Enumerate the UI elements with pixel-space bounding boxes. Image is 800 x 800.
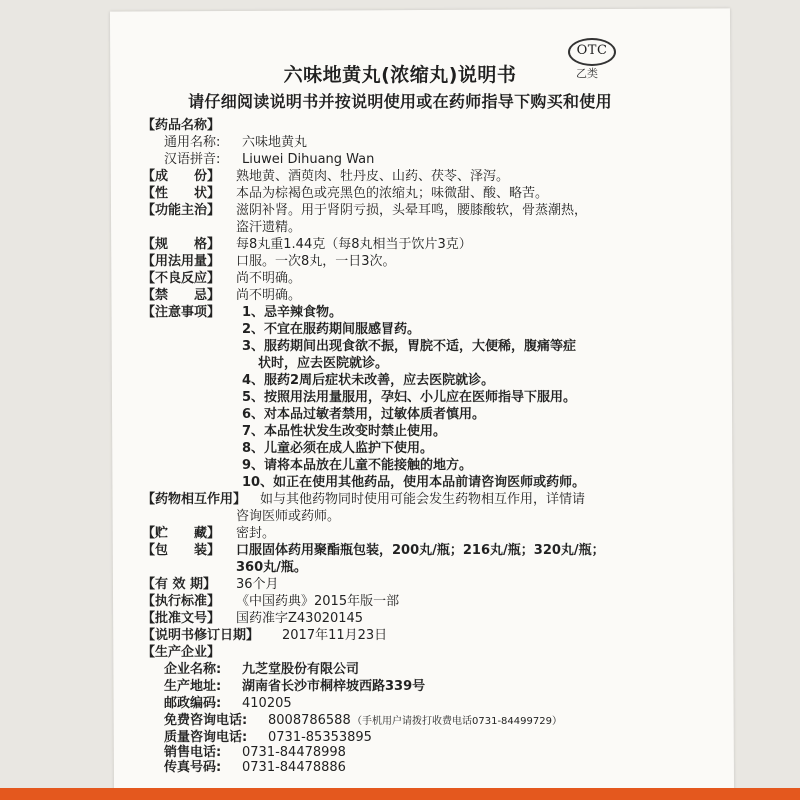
postcode-value: 410205 [242, 696, 292, 711]
precaution-item: 10、如正在使用其他药品，使用本品前请咨询医师或药师。 [242, 475, 586, 490]
company-label: 企业名称: [164, 662, 222, 677]
document-title: 六味地黄丸(浓缩丸)说明书 [283, 64, 517, 86]
revision-value: 2017年11月23日 [282, 628, 388, 643]
hotline-value: 8008786588 [268, 713, 351, 728]
adverse-label: 【不良反应】 [142, 271, 221, 286]
interactions-line-2: 咨询医师或药师。 [236, 509, 341, 524]
drug-name-label: 【药品名称】 [142, 118, 221, 133]
common-name-value: 六味地黄丸 [242, 135, 308, 150]
precaution-item-continued: 状时，应去医院就诊。 [258, 356, 389, 371]
precaution-item: 3、服药期间出现食欲不振，胃脘不适，大便稀，腹痛等症 [242, 339, 577, 354]
sales-value: 0731-84478998 [242, 745, 346, 760]
sales-label: 销售电话: [164, 745, 222, 760]
fax-value: 0731-84478886 [242, 760, 346, 775]
pinyin-value: Liuwei Dihuang Wan [242, 152, 375, 167]
precaution-item: 2、不宜在服药期间服感冒药。 [242, 322, 421, 337]
quality-value: 0731-85353895 [268, 730, 372, 745]
standard-value: 《中国药典》2015年版一部 [236, 594, 400, 609]
address-value: 湖南省长沙市桐梓坡西路339号 [242, 679, 426, 694]
otc-badge: OTC [568, 38, 616, 66]
standard-label: 【执行标准】 [142, 594, 221, 609]
appearance-label: 【性 状】 [142, 186, 221, 201]
storage-label: 【贮 藏】 [142, 526, 221, 541]
bottom-color-strip [0, 788, 800, 800]
indications-label: 【功能主治】 [142, 203, 221, 218]
precaution-item: 1、忌辛辣食物。 [242, 305, 343, 320]
fax-label: 传真号码: [164, 760, 222, 775]
approval-value: 国药准字Z43020145 [236, 611, 364, 626]
precaution-item: 4、服药2周后症状未改善，应去医院就诊。 [242, 373, 495, 388]
precaution-item: 8、儿童必须在成人监护下使用。 [242, 441, 434, 456]
pinyin-label: 汉语拼音: [164, 152, 221, 167]
precaution-item: 5、按照用法用量服用，孕妇、小儿应在医师指导下服用。 [242, 390, 577, 405]
approval-label: 【批准文号】 [142, 611, 221, 626]
hotline-note: （手机用户请拨打收费电话0731-84499729） [352, 716, 562, 727]
appearance-value: 本品为棕褐色或亮黑色的浓缩丸；味微甜、酸、略苦。 [236, 186, 549, 201]
precautions-label: 【注意事项】 [142, 305, 221, 320]
ingredients-value: 熟地黄、酒萸肉、牡丹皮、山药、茯苓、泽泻。 [236, 169, 510, 184]
company-value: 九芝堂股份有限公司 [242, 662, 360, 677]
interactions-label: 【药物相互作用】 [142, 492, 247, 507]
common-name-label: 通用名称: [164, 135, 221, 150]
package-line-1: 口服固体药用聚酯瓶包装，200丸/瓶；216丸/瓶；320丸/瓶； [236, 543, 605, 558]
interactions-line-1: 如与其他药物同时使用可能会发生药物相互作用，详情请 [260, 492, 586, 507]
precaution-item: 6、对本品过敏者禁用，过敏体质者慎用。 [242, 407, 486, 422]
otc-class-label: 乙类 [576, 67, 598, 80]
precaution-item: 9、请将本品放在儿童不能接触的地方。 [242, 458, 473, 473]
contraindications-value: 尚不明确。 [236, 288, 302, 303]
precaution-item: 7、本品性状发生改变时禁止使用。 [242, 424, 447, 439]
usage-value: 口服。一次8丸，一日3次。 [236, 254, 396, 269]
validity-value: 36个月 [236, 577, 279, 592]
quality-label: 质量咨询电话: [164, 730, 248, 745]
manufacturer-label: 【生产企业】 [142, 645, 221, 660]
indications-line-1: 滋阴补肾。用于肾阴亏损，头晕耳鸣，腰膝酸软，骨蒸潮热， [236, 203, 588, 218]
validity-label: 【有 效 期】 [142, 577, 217, 592]
ingredients-label: 【成 份】 [142, 169, 221, 184]
postcode-label: 邮政编码: [164, 696, 222, 711]
adverse-value: 尚不明确。 [236, 271, 302, 286]
indications-line-2: 盗汗遗精。 [236, 220, 302, 235]
spec-value: 每8丸重1.44克（每8丸相当于饮片3克） [236, 237, 472, 252]
revision-label: 【说明书修订日期】 [142, 628, 260, 643]
package-line-2: 360丸/瓶。 [236, 560, 307, 575]
spec-label: 【规 格】 [142, 237, 221, 252]
document-subtitle: 请仔细阅读说明书并按说明使用或在药师指导下购买和使用 [188, 92, 612, 111]
address-label: 生产地址: [164, 679, 222, 694]
hotline-label: 免费咨询电话: [164, 713, 248, 728]
contraindications-label: 【禁 忌】 [142, 288, 221, 303]
storage-value: 密封。 [236, 526, 276, 541]
usage-label: 【用法用量】 [142, 254, 221, 269]
package-label: 【包 装】 [142, 543, 221, 558]
